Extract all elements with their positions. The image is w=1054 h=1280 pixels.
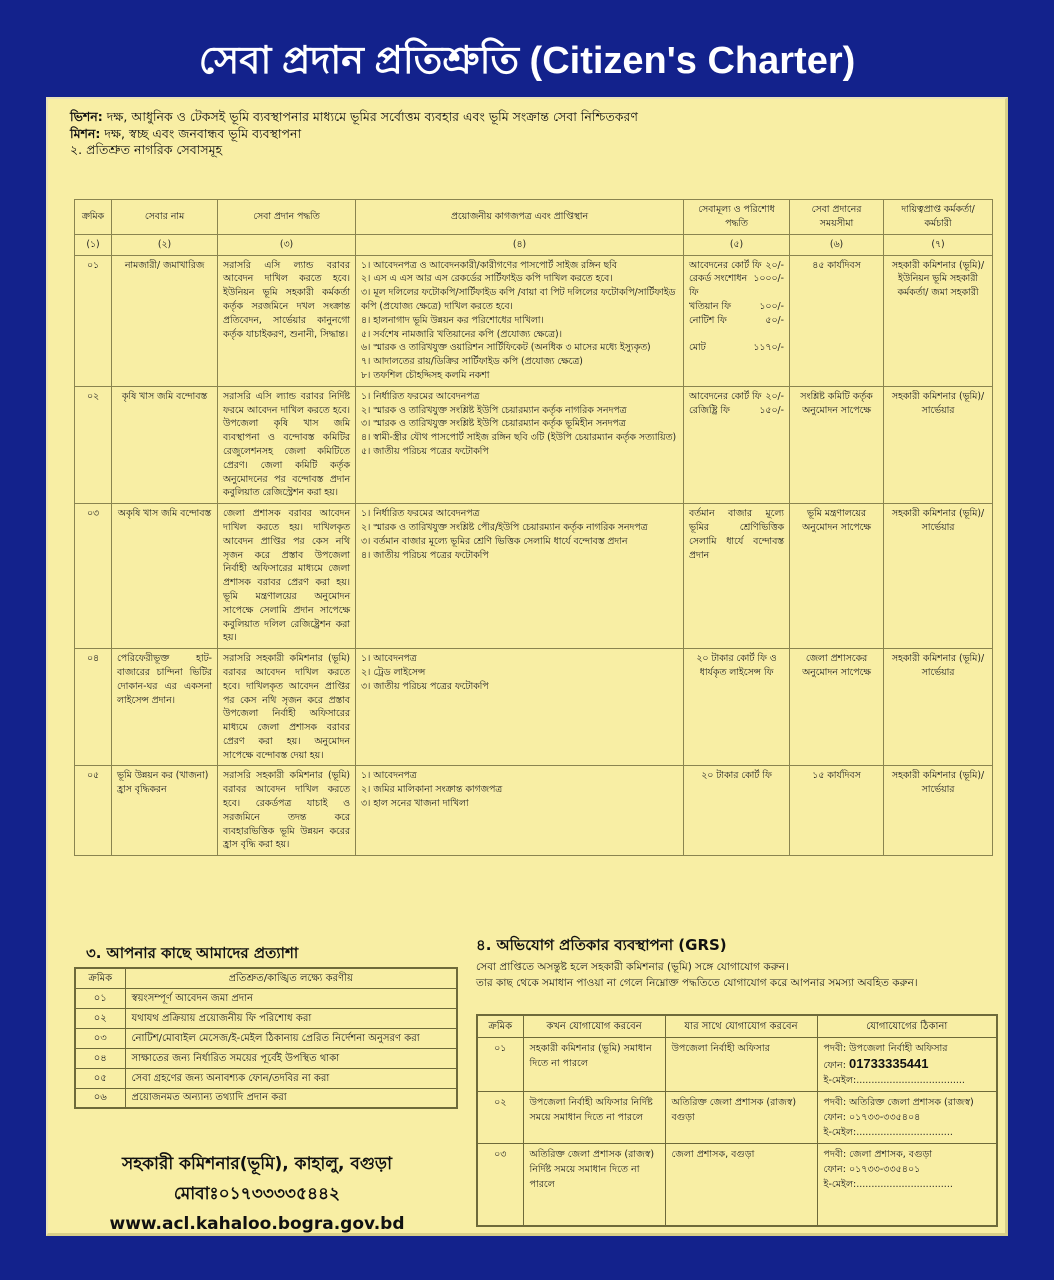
- header-method: সেবা প্রদান পদ্ধতি: [218, 200, 356, 235]
- document-item: ১। নির্ধারিত ফরমের আবেদনপত্র: [361, 508, 480, 520]
- document-item: ৩। হাল সনের খাজনা দাখিলা: [361, 798, 469, 810]
- service-name: ভূমি উন্নয়ন কর (খাজনা) হ্রাস বৃদ্ধিকরন: [112, 766, 218, 856]
- vision-text: দক্ষ, আধুনিক ও টেকসই ভূমি ব্যবস্থাপনার মাধ্যমে ভূমির সর্বোত্তম ব্যবহার এবং ভূমি সংক্রান্ত সেবা নিশ্চিতকরণ: [106, 109, 638, 124]
- document-item: ২। স্মারক ও তারিখযুক্ত সংশ্লিষ্ট ইউপি চেয়ারম্যান কর্তৃক নাগরিক সনদপত্র: [361, 404, 627, 416]
- service-method: জেলা প্রশাসক বরাবর আবেদন দাখিল করতে হয়। দাখিলকৃত আবেদন প্রাপ্তির পর কেস নথি সৃজন করে প্রস্তাব উপজেলা নির্বাহী অফিসারের মাধ্যমে জেলা প্রশাসক বরাবর প্রেরণ করা হয়। ভূমি মন্ত্রণালয়ের অনুমোদন সাপেক্ষে সেলামি প্রদান সাপেক্ষে কবুলিয়াত দলিল রেজিষ্ট্রেশন করা হয়।: [218, 504, 356, 649]
- office-mobile: মোবাঃ০১৭৩৩৩৩৫৪৪২: [173, 1184, 341, 1204]
- grs-table: [476, 1014, 998, 1227]
- vision-statement: [70, 109, 670, 126]
- grs-designation: পদবী: অতিরিক্ত জেলা প্রশাসক (রাজস্ব): [823, 1097, 974, 1108]
- grs-when: উপজেলা নির্বাহী অফিসার নির্দিষ্ট সময়ে সমাধান দিতে না পারলে: [523, 1092, 665, 1144]
- grs-address: [817, 1092, 997, 1144]
- expectation-row: [75, 1008, 457, 1028]
- document-item: ৩। মূল দলিলের ফটোকপি/সার্টিফাইড কপি /বায়া বা পিট দলিলের ফটোকপি/সার্টিফাইড কপি (প্রযোজ্য ক্ষেত্রে) দাখিল করতে হবে।: [361, 287, 676, 312]
- grs-phone-line: [824, 1162, 991, 1177]
- service-time-limit: ৪৫ কার্যদিবস: [790, 255, 884, 386]
- expectations-title: ৩. আপনার কাছে আমাদের প্রত্যাশা: [86, 944, 299, 962]
- header-serial: ক্রমিক: [477, 1015, 523, 1038]
- expectation-text: প্রয়োজনমত অন্যান্য তথ্যাদি প্রদান করা: [125, 1088, 457, 1108]
- section-2-title: ২. প্রতিশ্রুত নাগরিক সেবাসমূহ: [70, 142, 223, 157]
- service-officer: সহকারী কমিশনার (ভূমি)/ ইউনিয়ন ভূমি সহকারী কর্মকর্তা/ জমা সহকারী: [884, 255, 993, 386]
- grs-serial: ০২: [477, 1092, 523, 1144]
- document-item: ৮। তফশিল চৌহদ্দিসহ কলমি নকশা: [361, 369, 490, 381]
- fee-label: রেকর্ড সংশোধন ফি: [689, 273, 748, 299]
- document-item: ৭। আদালতের রায়/ডিক্রির সার্টিফাইড কপি (প্রযোজ্য ক্ষেত্রে): [361, 356, 583, 368]
- service-time-limit: সংশ্লিষ্ট কমিটি কর্তৃক অনুমোদন সাপেক্ষে: [790, 386, 884, 503]
- service-officer: সহকারী কমিশনার (ভূমি)/ সার্ভেয়ার: [884, 649, 993, 766]
- header-service-name: সেবার নাম: [112, 200, 218, 235]
- service-officer: সহকারী কমিশনার (ভূমি)/ সার্ভেয়ার: [884, 766, 993, 856]
- expectation-serial: ০১: [75, 988, 125, 1008]
- service-method: সরাসরি সহকারী কমিশনার (ভূমি) বরাবর আবেদন দাখিল করতে হবে। রেকর্ডপত্র যাচাই ও সরজমিনে তদন্ত করে ব্যবহারভিত্তিক ভূমি উন্নয়ন করের হ্রাস বৃদ্ধি করা হয়।: [218, 766, 356, 856]
- service-serial: ০৫: [75, 766, 112, 856]
- fee-line: [689, 259, 784, 273]
- grs-when: অতিরিক্ত জেলা প্রশাসক (রাজস্ব) নির্দিষ্ট সময়ে সমাধান দিতে না পারলে: [523, 1144, 665, 1226]
- page-title: সেবা প্রদান প্রতিশ্রুতি (Citizen's Charter): [198, 40, 856, 82]
- expectation-serial: ০৪: [75, 1048, 125, 1068]
- document-item: ৫। জাতীয় পরিচয় পত্রের ফটোকপি: [361, 445, 489, 457]
- grs-address: [817, 1038, 997, 1092]
- expectation-serial: ০৫: [75, 1068, 125, 1088]
- document-item: ১। আবেদনপত্র: [361, 770, 417, 782]
- fee-amount: ১০০/-: [759, 300, 784, 312]
- header-whom: যার সাথে যোগাযোগ করবেন: [665, 1015, 817, 1038]
- service-documents: [356, 649, 684, 766]
- phone-number: ০১৭৩৩-৩৩৫৪০১: [848, 1164, 921, 1175]
- header-fees: সেবামূল্য ও পরিশোধ পদ্ধতি: [684, 200, 790, 235]
- service-serial: ০৩: [75, 504, 112, 649]
- grs-header-row: [477, 1015, 997, 1038]
- document-item: ৪। হালনাগাদ ভূমি উন্নয়ন কর পরিশোধের দাখিলা।: [361, 314, 544, 326]
- office-name: সহকারী কমিশনার(ভূমি), কাহালু, বগুড়া: [121, 1154, 393, 1174]
- expectation-row: [75, 1028, 457, 1048]
- services-table: [74, 199, 993, 856]
- col-number: (৭): [884, 234, 993, 255]
- service-row: [75, 766, 993, 856]
- fee-line: [689, 404, 784, 418]
- document-item: ১। নির্ধারিত ফরমের আবেদনপত্র: [361, 390, 480, 402]
- service-row: [75, 649, 993, 766]
- phone-label: ফোন:: [823, 1164, 846, 1175]
- phone-number: ০১৭৩৩-৩৩৫৪০৪: [848, 1112, 921, 1123]
- grs-serial: ০১: [477, 1038, 523, 1092]
- header-serial: ক্রমিক: [75, 200, 112, 235]
- fee-label: নোটিশ ফি: [689, 314, 727, 326]
- header-address: যোগাযোগের ঠিকানা: [817, 1015, 997, 1038]
- column-number-row: [75, 234, 993, 255]
- service-documents: [356, 766, 684, 856]
- fee-amount: ১৫০/-: [759, 404, 784, 416]
- service-name: কৃষি খাস জমি বন্দোবস্ত: [112, 386, 218, 503]
- service-fees: [684, 504, 790, 649]
- fee-amount: ১১৭০/-: [753, 342, 784, 354]
- grs-address: [817, 1144, 997, 1226]
- grs-desc-line: সেবা প্রাপ্তিতে অসন্তুষ্ট হলে সহকারী কমিশনার (ভূমি) সঙ্গে যোগাযোগ করুন।: [476, 961, 789, 973]
- grs-email: ই-মেইল:................................: [823, 1127, 953, 1138]
- expectation-text: নোটিশ/মোবাইল মেসেজ/ই-মেইল ঠিকানায় প্রেরিত নির্দেশনা অনুসরণ করা: [125, 1028, 457, 1048]
- service-fees: [684, 255, 790, 386]
- service-row: [75, 255, 993, 386]
- fee-line: [689, 314, 784, 328]
- document-item: ১। আবেদনপত্র ও আবেদনকারী/কারীগণের পাসপোর্ট সাইজ রঙ্গিন ছবি: [361, 259, 617, 271]
- service-row: [75, 386, 993, 503]
- expectation-row: [75, 988, 457, 1008]
- grs-serial: ০৩: [477, 1144, 523, 1226]
- expectations-table: [74, 967, 458, 1109]
- service-name: অকৃষি খাস জমি বন্দোবস্ত: [112, 504, 218, 649]
- col-number: (২): [112, 234, 218, 255]
- grs-email: ই-মেইল:....................................: [823, 1075, 965, 1086]
- service-row: [75, 504, 993, 649]
- charter-panel: [46, 97, 1008, 1236]
- document-item: ২। এস এ এস আর এস রেকর্ডের সার্টিফাইড কপি দাখিল করতে হবে।: [361, 273, 613, 285]
- phone-label: ফোন:: [823, 1060, 846, 1071]
- document-item: ৩। জাতীয় পরিচয় পত্রের ফটোকপি: [361, 680, 489, 692]
- office-website-link[interactable]: www.acl.kahaloo.bogra.gov.bd: [109, 1214, 405, 1234]
- fee-text: ২০ টাকার কোর্ট ফি: [701, 770, 772, 782]
- document-item: ৬। স্মারক ও তারিখযুক্ত ওয়ারিশন সার্টিফিকেট (অনধিক ৩ মাসের মধ্যে ইস্যুকৃত): [361, 342, 651, 354]
- grs-email: ই-মেইল:................................: [823, 1179, 953, 1190]
- col-number: (৪): [356, 234, 684, 255]
- col-number: (৬): [790, 234, 884, 255]
- col-number: (৩): [218, 234, 356, 255]
- col-number: (১): [75, 234, 112, 255]
- grs-row: [477, 1038, 997, 1092]
- expectation-serial: ০২: [75, 1008, 125, 1028]
- mission-text: দক্ষ, স্বচ্ছ এবং জনবান্ধব ভূমি ব্যবস্থাপনা: [104, 125, 302, 141]
- service-method: সরাসরি এসি ল্যান্ড বরাবর আবেদন দাখিল করতে হবে। ইউনিয়ন ভূমি সহকারী কর্মকর্তা কর্তৃক সরজমিনে দখল সংক্রান্ত প্রতিবেদন, সার্ভেয়ার কানুনগো কর্তৃক যাচাইকরণ, শুনানী, সিদ্ধান্ত।: [218, 255, 356, 386]
- vision-label: ভিশন:: [70, 109, 103, 124]
- expectation-text: স্বয়ংসম্পূর্ণ আবেদন জমা প্রদান: [125, 988, 457, 1008]
- col-number: (৫): [684, 234, 790, 255]
- document-item: ৩। স্মারক ও তারিখযুক্ত সংশ্লিষ্ট ইউপি চেয়ারম্যান কর্তৃক ভূমিহীন সনদপত্র: [361, 418, 626, 430]
- document-item: ২। স্মারক ও তারিখযুক্ত সংশ্লিষ্ট পৌর/ইউপি চেয়ারম্যান কর্তৃক নাগরিক সনদপত্র: [361, 521, 648, 533]
- service-serial: ০১: [75, 255, 112, 386]
- expectation-serial: ০৩: [75, 1028, 125, 1048]
- fee-label: আবেদনের কোর্ট ফি: [689, 259, 762, 271]
- services-header-row: [75, 200, 993, 235]
- service-method: সরাসরি এসি ল্যান্ড বরাবর নির্দিষ্ট ফরমে আবেদন দাখিল করতে হবে। উপজেলা কৃষি খাস জমি ব্যবস্থাপনা ও বন্দোবস্ত কমিটির রেজুলেশনসহ জেলা কমিটিতে প্রেরণ। জেলা কমিটি কর্তৃক অনুমোদনের পর বন্দোবস্ত প্রদান কবুলিয়াত রেজিস্ট্রেশন করা হয়।: [218, 386, 356, 503]
- fee-spacer: [689, 328, 784, 342]
- fee-text: বর্তমান বাজার মূল্যে ভূমির শ্রেণিভিত্তিক সেলামি ধার্যে বন্দোবস্ত প্রদান: [689, 508, 784, 561]
- service-officer: সহকারী কমিশনার (ভূমি)/ সার্ভেয়ার: [884, 504, 993, 649]
- service-serial: ০২: [75, 386, 112, 503]
- grs-whom: অতিরিক্ত জেলা প্রশাসক (রাজস্ব) বগুড়া: [665, 1092, 817, 1144]
- fee-label: আবেদনের কোর্ট ফি: [689, 390, 762, 402]
- grs-phone-line: [824, 1110, 991, 1125]
- expectation-text: সেবা গ্রহণের জন্য অনাবশ্যক ফোন/তদবির না করা: [125, 1068, 457, 1088]
- fee-amount: ২০/-: [765, 259, 784, 271]
- fee-amount: ২০/-: [765, 390, 784, 402]
- header-time: সেবা প্রদানের সময়সীমা: [790, 200, 884, 235]
- expectation-text: সাক্ষাতের জন্য নির্ধারিত সময়ের পূর্বেই উপস্থিত থাকা: [125, 1048, 457, 1068]
- phone-label: ফোন:: [823, 1112, 846, 1123]
- grs-when: সহকারী কমিশনার (ভূমি) সমাধান দিতে না পারলে: [523, 1038, 665, 1092]
- document-item: ৪। জাতীয় পরিচয় পত্রের ফটোকপি: [361, 549, 489, 561]
- service-serial: ০৪: [75, 649, 112, 766]
- fee-label: মোট: [689, 342, 706, 354]
- intro-section: [70, 109, 670, 159]
- service-time-limit: জেলা প্রশাসকের অনুমোদন সাপেক্ষে: [790, 649, 884, 766]
- header-documents: প্রয়োজনীয় কাগজপত্র এবং প্রাপ্তিস্থান: [356, 200, 684, 235]
- grs-whom: উপজেলা নির্বাহী অফিসার: [665, 1038, 817, 1092]
- service-fees: [684, 649, 790, 766]
- header-action: প্রতিশ্রুত/কাঙ্খিত লক্ষ্যে করণীয়: [125, 968, 457, 988]
- grs-row: [477, 1092, 997, 1144]
- fee-text: ২০ টাকার কোর্ট ফি ও ধার্যকৃত লাইসেন্স ফি: [696, 653, 777, 678]
- service-fees: [684, 386, 790, 503]
- service-name: পেরিফেরীভূক্ত হাট-বাজারের চান্দিনা ভিটির দোকান-ঘর এর একসনা লাইসেন্স প্রদান।: [112, 649, 218, 766]
- phone-number: 01733335441: [848, 1056, 929, 1071]
- service-time-limit: ভূমি মন্ত্রণালয়ের অনুমোদন সাপেক্ষে: [790, 504, 884, 649]
- expectation-row: [75, 1048, 457, 1068]
- service-officer: সহকারী কমিশনার (ভূমি)/ সার্ভেয়ার: [884, 386, 993, 503]
- fee-label: রেজিষ্ট্রি ফি: [689, 404, 730, 416]
- header-officer: দায়িত্বপ্রাপ্ত কর্মকর্তা/কর্মচারী: [884, 200, 993, 235]
- grs-phone-line: [824, 1056, 991, 1073]
- expectations-header-row: [75, 968, 457, 988]
- expectation-text: যথাযথ প্রক্রিয়ায় প্রয়োজনীয় ফি পরিশোধ করা: [125, 1008, 457, 1028]
- grs-designation: পদবী: উপজেলা নির্বাহী অফিসার: [823, 1043, 948, 1054]
- grs-whom: জেলা প্রশাসক, বগুড়া: [665, 1144, 817, 1226]
- fee-line: [689, 272, 784, 300]
- service-documents: [356, 504, 684, 649]
- grs-designation: পদবী: জেলা প্রশাসক, বগুড়া: [823, 1149, 933, 1160]
- service-fees: [684, 766, 790, 856]
- grs-description: [476, 959, 976, 991]
- fee-line: [689, 390, 784, 404]
- fee-line: [689, 300, 784, 314]
- mission-statement: [70, 126, 670, 143]
- grs-desc-line: তার কাছ থেকে সমাধান পাওয়া না গেলে নিম্নোক্ত পদ্ধতিতে যোগাযোগ করে আপনার সমস্যা অবহিত করুন।: [476, 977, 918, 989]
- document-item: ৫। সর্বশেষ নামজারি খতিয়ানের কপি (প্রযোজ্য ক্ষেত্রে)।: [361, 328, 562, 340]
- document-item: ৩। বর্তমান বাজার মূল্যে ভূমির শ্রেণি ভিত্তিক সেলামি ধার্যে বন্দোবস্ত প্রদান: [361, 535, 628, 547]
- service-method: সরাসরি সহকারী কমিশনার (ভূমি) বরাবর আবেদন দাখিল করতে হবে। দাখিলকৃত আবেদন প্রাপ্তির পর কেস নথি সৃজন করে প্রস্তাব উপজেলা নির্বাহী অফিসারের মাধ্যমে জেলা প্রশাসক বরাবর প্রেরণ করা হয়। অনুমোদন সাপেক্ষে বন্দোবস্ত দেয়া হয়।: [218, 649, 356, 766]
- fee-amount: ১০০০/-: [753, 273, 784, 285]
- document-item: ২। ট্রেড লাইসেন্স: [361, 666, 426, 678]
- service-name: নামজারী/ জমাখারিজ: [112, 255, 218, 386]
- expectation-row: [75, 1088, 457, 1108]
- service-time-limit: ১৫ কার্যদিবস: [790, 766, 884, 856]
- service-documents: [356, 386, 684, 503]
- mission-label: মিশন:: [70, 125, 101, 141]
- office-contact: [62, 1149, 452, 1239]
- fee-line: [689, 341, 784, 355]
- header-serial: ক্রমিক: [75, 968, 125, 988]
- expectation-row: [75, 1068, 457, 1088]
- fee-label: খতিয়ান ফি: [689, 300, 731, 312]
- expectation-serial: ০৬: [75, 1088, 125, 1108]
- document-item: ২। জমির মালিকানা সংক্রান্ত কাগজপত্র: [361, 784, 503, 796]
- document-item: ৪। স্বামী-স্ত্রীর যৌথ পাসপোর্ট সাইজ রঙ্গিন ছবি ৩টি (ইউপি চেয়ারম্যান কর্তৃক সত্যায়িত): [361, 432, 677, 444]
- grs-row: [477, 1144, 997, 1226]
- fee-amount: ৫০/-: [765, 314, 784, 326]
- header-when: কখন যোগাযোগ করবেন: [523, 1015, 665, 1038]
- grs-title: ৪. অভিযোগ প্রতিকার ব্যবস্থাপনা (GRS): [476, 936, 727, 954]
- service-documents: [356, 255, 684, 386]
- document-item: ১। আবেদনপত্র: [361, 653, 417, 665]
